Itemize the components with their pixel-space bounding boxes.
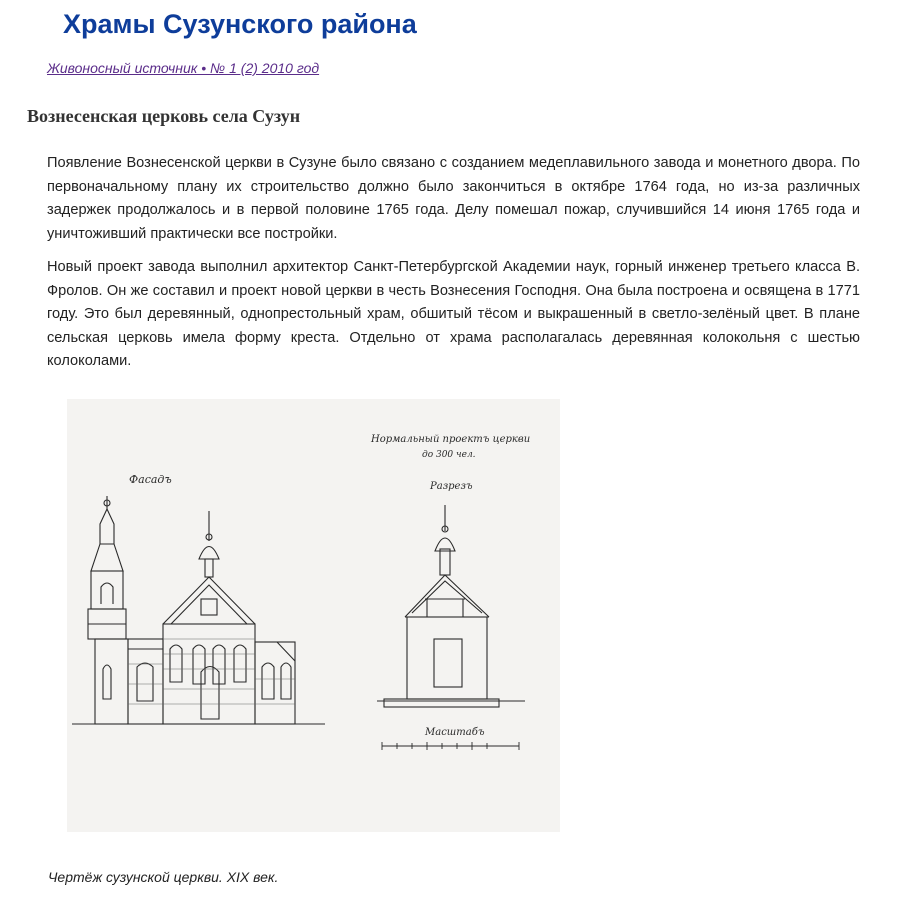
source-issue-link[interactable]: Живоносный источник • № 1 (2) 2010 год — [47, 60, 320, 76]
page-title: Храмы Сузунского района — [63, 9, 417, 39]
facade-label: Фасадъ — [129, 473, 172, 486]
article-paragraph-2: Новый проект завода выполнил архитектор Санкт-Петербургской Академии наук, горный инженер третьего класса В. Фролов. Он же составил и проект новой церкви в честь Вознесения Господня. Она была построена и освящена в 1771 году. Это был деревянный, однопрестольный храм, обшитый тёсом и выкрашенный в светло-зелёный цвет. В плане сельская церковь имела форму креста. Отдельно от храма располагалась деревянная колокольня с шестью колоколами. — [47, 259, 860, 369]
church-drawing-image — [67, 399, 560, 832]
project-title-line-1: Нормальный проектъ церкви — [371, 434, 531, 445]
section-heading: Вознесенская церковь села Сузун — [27, 106, 301, 126]
church-drawing-illustration — [67, 399, 560, 832]
article-paragraph-1: Появление Вознесенской церкви в Сузуне было связано с созданием медеплавильного завода и монетного двора. По первоначальному плану их строительство должно было закончиться в октябре 1764 года, но из-за различных задержек продолжалось и в первой половине 1765 года. Делу помешал пожар, случившийся 14 июня 1765 года и уничтоживший практически все постройки. — [47, 155, 860, 242]
figure-caption: Чертёж сузунской церкви. XIX век. — [48, 869, 279, 885]
project-title-line-2: до 300 чел. — [422, 450, 476, 460]
section-label: Разрезъ — [430, 481, 473, 492]
scale-label: Масштабъ — [425, 727, 485, 738]
